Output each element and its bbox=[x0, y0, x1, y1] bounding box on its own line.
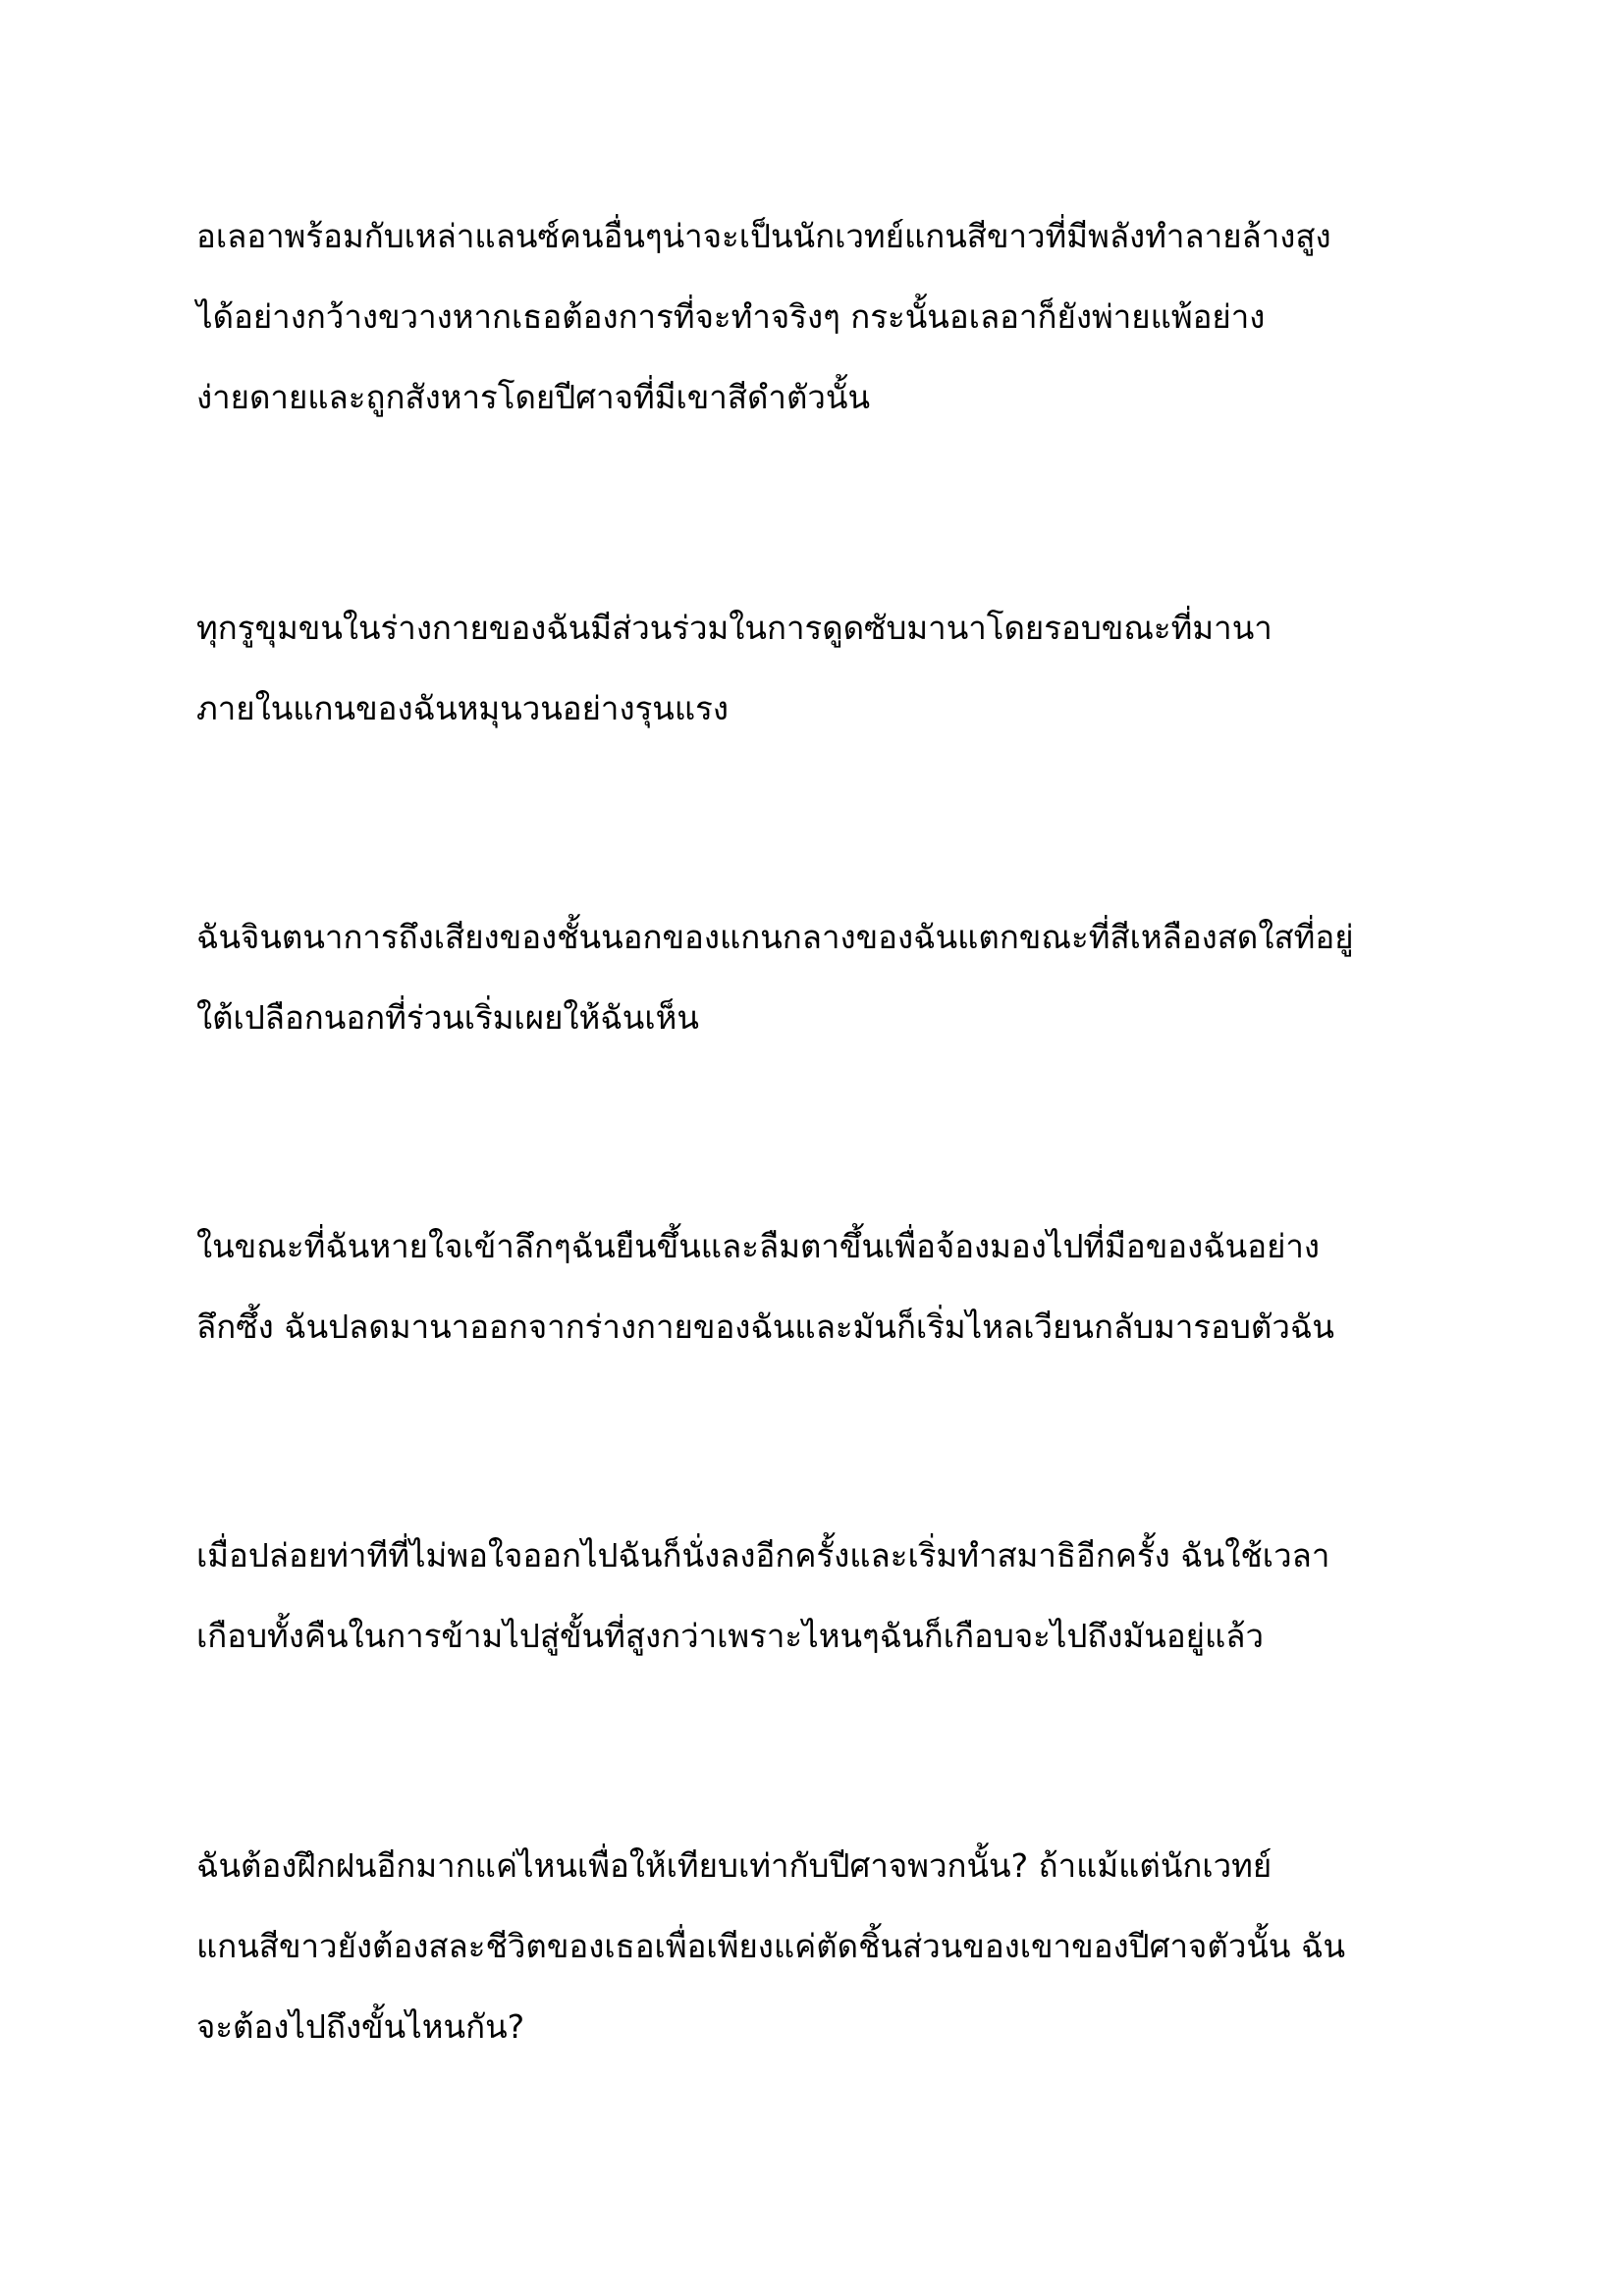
text-line: ฉันจินตนาการถึงเสียงของชั้นนอกของแกนกลางของฉันแตกขณะที่สีเหลืองสดใสที่อยู่ bbox=[196, 918, 1354, 956]
text-line: ฉันต้องฝึกฝนอีกมากแค่ไหนเพื่อให้เทียบเท่ากับปีศาจพวกนั้น? ถ้าแม้แต่นักเวทย์ bbox=[196, 1846, 1272, 1885]
text-line: ง่ายดายและถูกสังหารโดยปีศาจที่มีเขาสีดำตัวนั้น bbox=[196, 378, 871, 416]
text-line: เกือบทั้งคืนในการข้ามไปสู่ขั้นที่สูงกว่าเพราะไหนๆฉันก็เกือบจะไปถึงมันอยู่แล้ว bbox=[196, 1617, 1265, 1655]
paragraph bbox=[196, 588, 1473, 749]
paragraph bbox=[196, 1826, 1473, 2067]
text-line: เมื่อปล่อยท่าทีที่ไม่พอใจออกไปฉันก็นั่งลงอีกครั้งและเริ่มทำสมาธิอีกครั้ง ฉันใช้เวลา bbox=[196, 1536, 1330, 1575]
paragraph bbox=[196, 1206, 1473, 1367]
text-line: ได้อย่างกว้างขวางหากเธอต้องการที่จะทำจริงๆ กระนั้นอเลอาก็ยังพ่ายแพ้อย่าง bbox=[196, 297, 1266, 336]
text-line: อเลอาพร้อมกับเหล่าแลนซ์คนอื่นๆน่าจะเป็นนักเวทย์แกนสีขาวที่มีพลังทำลายล้างสูง bbox=[196, 217, 1331, 255]
text-line: ทุกรูขุมขนในร่างกายของฉันมีส่วนร่วมในการดูดซับมานาโดยรอบขณะที่มานา bbox=[196, 609, 1272, 647]
text-line: ลึกซึ้ง ฉันปลดมานาออกจากร่างกายของฉันและมันก็เริ่มไหลเวียนกลับมารอบตัวฉัน bbox=[196, 1308, 1334, 1346]
paragraph bbox=[196, 196, 1473, 438]
text-line: แกนสีขาวยังต้องสละชีวิตของเธอเพื่อเพียงแค่ตัดชิ้นส่วนของเขาของปีศาจตัวนั้น ฉัน bbox=[196, 1927, 1346, 1965]
paragraph bbox=[196, 1516, 1473, 1677]
text-line: จะต้องไปถึงขั้นไหนกัน? bbox=[196, 2007, 525, 2046]
text-line: ในขณะที่ฉันหายใจเข้าลึกๆฉันยืนขึ้นและลืมตาขึ้นเพื่อจ้องมองไปที่มือของฉันอย่าง bbox=[196, 1227, 1321, 1265]
text-line: ภายในแกนของฉันหมุนวนอย่างรุนแรง bbox=[196, 689, 729, 727]
paragraph bbox=[196, 897, 1473, 1058]
text-line: ใต้เปลือกนอกที่ร่วนเริ่มเผยให้ฉันเห็น bbox=[196, 998, 699, 1037]
